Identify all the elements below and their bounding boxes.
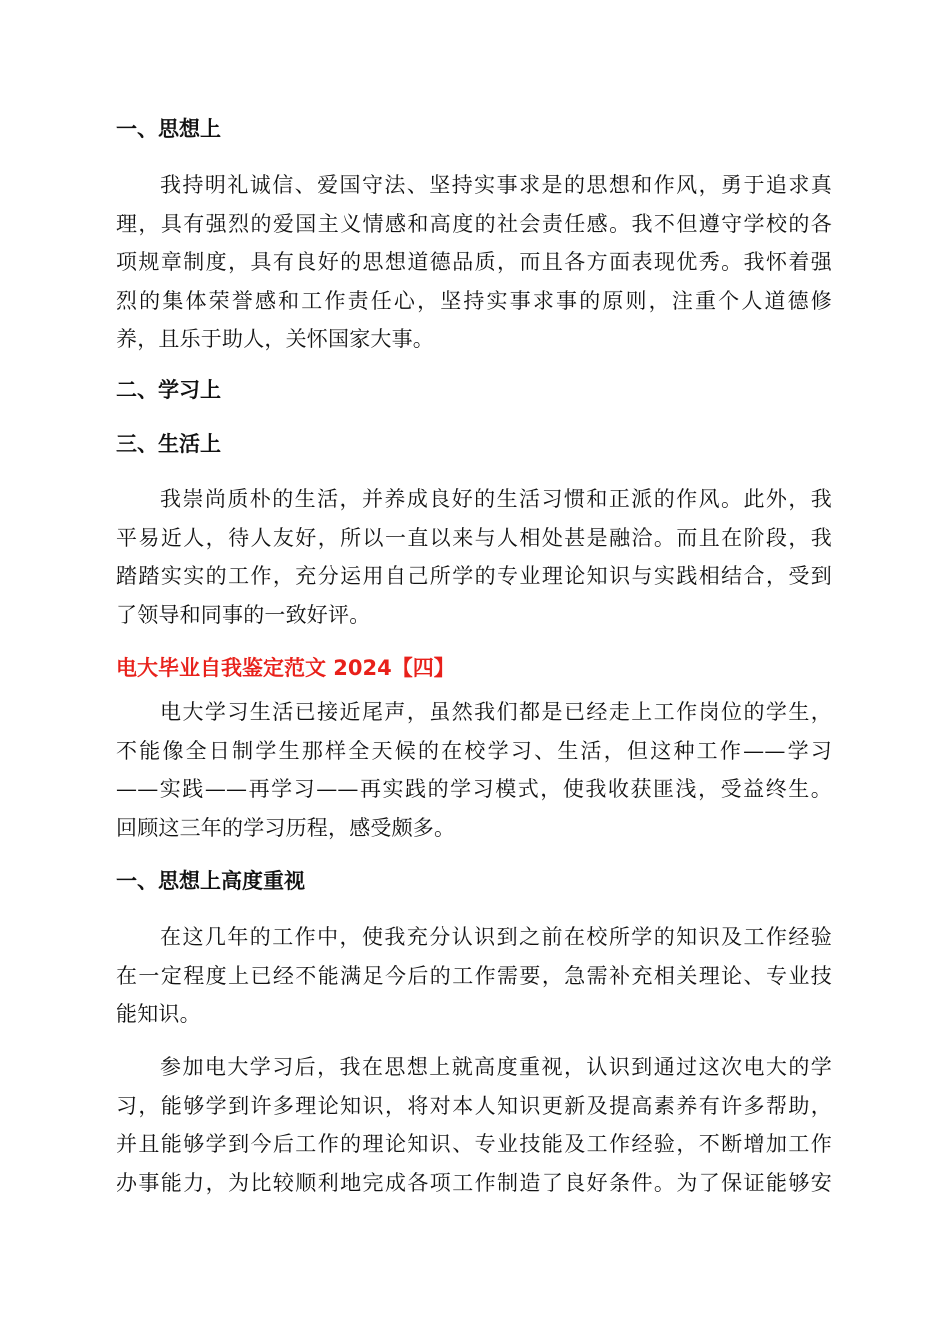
paragraph-joining-study [116,1048,832,1202]
paragraph-line: 电大学习生活已接近尾声，虽然我们都是已经走上工作岗位的学生， [160,700,832,724]
paragraph-line: 项规章制度，具有良好的思想道德品质，而且各方面表现优秀。我怀着强 [116,250,832,274]
section-heading-life: 三、生活上 [116,432,221,456]
paragraph-line: 我持明礼诚信、爱国守法、坚持实事求是的思想和作风，勇于追求真 [160,173,832,197]
paragraph-line: 在一定程度上已经不能满足今后的工作需要，急需补充相关理论、专业技 [116,963,832,988]
paragraph-line: 了领导和同事的一致好评。 [116,602,371,627]
article-title-four: 电大毕业自我鉴定范文 2024【四】 [116,656,455,680]
paragraph-line: 办事能力，为比较顺利地完成各项工作制造了良好条件。为了保证能够安 [116,1170,832,1195]
paragraph-line: 参加电大学习后，我在思想上就高度重视，认识到通过这次电大的学 [160,1055,832,1079]
paragraph-line: 回顾这三年的学习历程，感受颇多。 [116,815,456,840]
paragraph-line: 在这几年的工作中，使我充分认识到之前在校所学的知识及工作经验 [160,925,832,949]
paragraph-line: 能知识。 [116,1002,201,1026]
paragraph-line: ——实践——再学习——再实践的学习模式，使我收获匪浅，受益终生。 [116,777,832,801]
section-heading-high-regard: 一、思想上高度重视 [116,869,305,893]
paragraph-line: 不能像全日制学生那样全天候的在校学习、生活，但这种工作——学习 [116,738,832,763]
paragraph-line: 踏踏实实的工作，充分运用自己所学的专业理论知识与实践相结合，受到 [116,564,832,588]
paragraph-thought [116,166,832,359]
paragraph-life [116,480,832,634]
section-heading-study: 二、学习上 [116,378,221,402]
paragraph-line: 平易近人，待人友好，所以一直以来与人相处甚是融洽。而且在阶段，我 [116,525,832,550]
paragraph-line: 养，且乐于助人，关怀国家大事。 [116,327,434,351]
paragraph-line: 烈的集体荣誉感和工作责任心，坚持实事求事的原则，注重个人道德修 [116,288,832,313]
paragraph-line: 理，具有强烈的爱国主义情感和高度的社会责任感。我不但遵守学校的各 [116,211,832,236]
paragraph-line: 习，能够学到许多理论知识，将对本人知识更新及提高素养有许多帮助， [116,1093,832,1118]
paragraph-intro [116,693,832,847]
paragraph-work-experience [116,918,832,1034]
section-heading-thought: 一、思想上 [116,117,221,141]
paragraph-line: 并且能够学到今后工作的理论知识、专业技能及工作经验，不断增加工作 [116,1132,832,1156]
paragraph-line: 我崇尚质朴的生活，并养成良好的生活习惯和正派的作风。此外，我 [160,487,832,511]
